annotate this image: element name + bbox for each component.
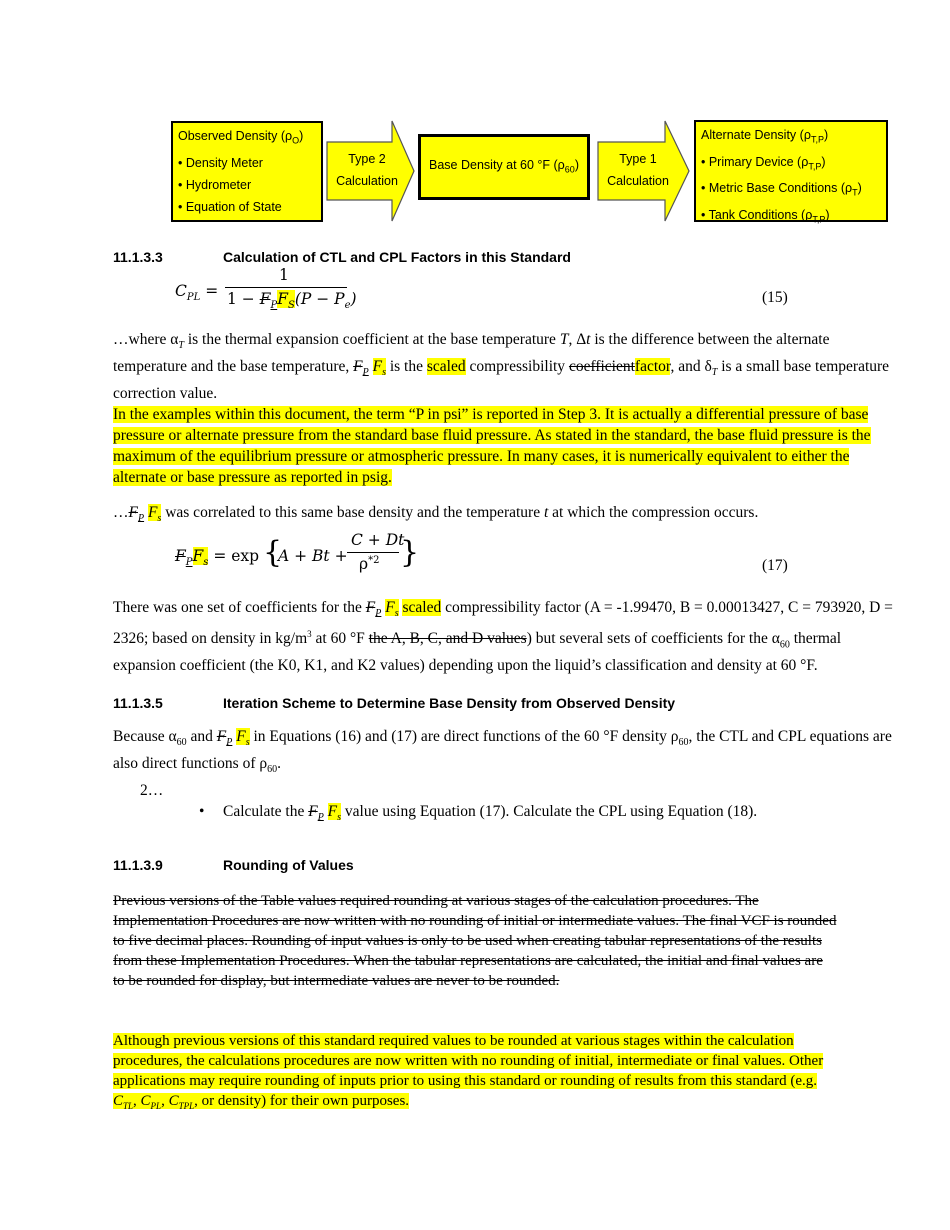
alternate-density-title: Alternate Density $(\rho_{T,P})$ (701, 128, 829, 145)
paragraph-fs-correlated: $\dots F_P$ $F_s$ was correlated to this same base density and the temperature t at which the compression occurs. (113, 504, 759, 525)
equation-17: $F_PF_s = \exp$ { A + Bt + C + Dt $\rho^{*2}$ } (175, 531, 420, 574)
base-density-box: Base Density at 60 °F $(\rho_{60})$ (418, 134, 590, 200)
section-title-11-1-3-5: Iteration Scheme to Determine Base Density from Observed Density (223, 695, 676, 711)
section-number-11-1-3-3: 11.1.3.3 (113, 249, 163, 265)
section-number-11-1-3-9: 11.1.3.9 (113, 857, 163, 873)
type1-label-line1: Type 1 (619, 152, 657, 166)
type2-label-line2: Calculation (336, 174, 398, 188)
paragraph-coefficients: There was one set of coefficients for the $F_P$ $F_s$ scaled compressibility factor (A = -1.99470, B = 0.00013427, C = 793920, D = 2326; based on density in $kg/m^3$ at 60 °F the A, B, C, and D values) but several sets of coefficients for the $\alpha_{60}$ thermal expansion coefficient (the K0, K1, and K2 values) depending upon the liquid’s classification and density at 60 °F. (113, 599, 893, 675)
alternate-item-primary-device: • Primary Device $(\rho_{T,P})$ (701, 154, 826, 171)
bullet-icon: • (199, 803, 205, 820)
type1-label-line2: Calculation (607, 174, 669, 188)
type2-label-line1: Type 2 (348, 152, 386, 166)
type2-arrow (326, 119, 416, 223)
paragraph-because-alpha: Because $\alpha_{60}$ and $F_P$ $F_s$ in Equations (16) and (17) are direct functions of the 60 °F density $\rho_{60}$, the CTL and CPL equations are also direct functions of $\rho_{60}$. (113, 728, 892, 776)
equation-17-number: (17) (762, 557, 788, 574)
alternate-item-tank-conditions: • Tank Conditions $(\rho_{T,P})$ (701, 207, 830, 224)
alternate-density-box (694, 120, 888, 222)
section-title-11-1-3-3: Calculation of CTL and CPL Factors in this Standard (223, 249, 571, 265)
observed-item-equation-of-state: • Equation of State (178, 199, 282, 214)
bullet-calc-fs: Calculate the $F_P$ $F_s$ value using Equation (17). Calculate the CPL using Equation (18). (223, 803, 758, 824)
paragraph-rounding-deleted: Previous versions of the Table values required rounding at various stages of the calculation procedures. The Implementation Procedures are now written with no rounding of initial or intermediate values. The final VCF is rounded to five decimal places. Rounding of input values is only to be used when creating tabular representations of the results from these Implementation Procedures. When the tabular representations are calculated, the initial and final values are to be rounded for display, but intermediate values are never to be rounded. (113, 893, 837, 989)
observed-density-title: Observed Density $(\rho_O)$ (178, 129, 304, 146)
alternate-item-metric-base: • Metric Base Conditions $(\rho_T)$ (701, 181, 862, 198)
observed-item-hydrometer: • Hydrometer (178, 177, 252, 192)
equation-15-number: (15) (762, 289, 788, 306)
step-2-label: 2… (140, 782, 164, 799)
observed-item-density-meter: • Density Meter (178, 155, 263, 170)
observed-density-box (171, 121, 323, 222)
section-title-11-1-3-9: Rounding of Values (223, 857, 354, 873)
paragraph-rounding-new: Although previous versions of this standard required values to be rounded at various stages within the calculation procedures, the calculations procedures are now written with no rounding of initial, intermediate or final values. Other applications may require rounding of inputs prior to using this standard or rounding of results from this standard (e.g. $C_{TL}$, $C_{PL}$, $C_{TPL}$, or density) for their own purposes. (113, 1033, 824, 1111)
paragraph-where-alpha: …where $\alpha_T$ is the thermal expansion coefficient at the base temperature T, Δt is the difference between the alternate temperature and the base temperature, $F_P$ $F_s$ is the scaled compressibility coefficientfactor, and $\delta_T$ is a small base temperature correction value. (113, 331, 890, 403)
type1-arrow (597, 119, 691, 223)
paragraph-p-in-psi-note: In the examples within this document, the term “P in psi” is reported in Step 3. It is actually a differential pressure of base pressure or alternate pressure from the standard base fluid pressure. As stated in the standard, the base fluid pressure is the maximum of the equilibrium pressure or atmospheric pressure. In many cases, it is numerically equivalent to either the alternate or base pressure as reported in psig. (113, 406, 871, 486)
section-number-11-1-3-5: 11.1.3.5 (113, 695, 163, 711)
